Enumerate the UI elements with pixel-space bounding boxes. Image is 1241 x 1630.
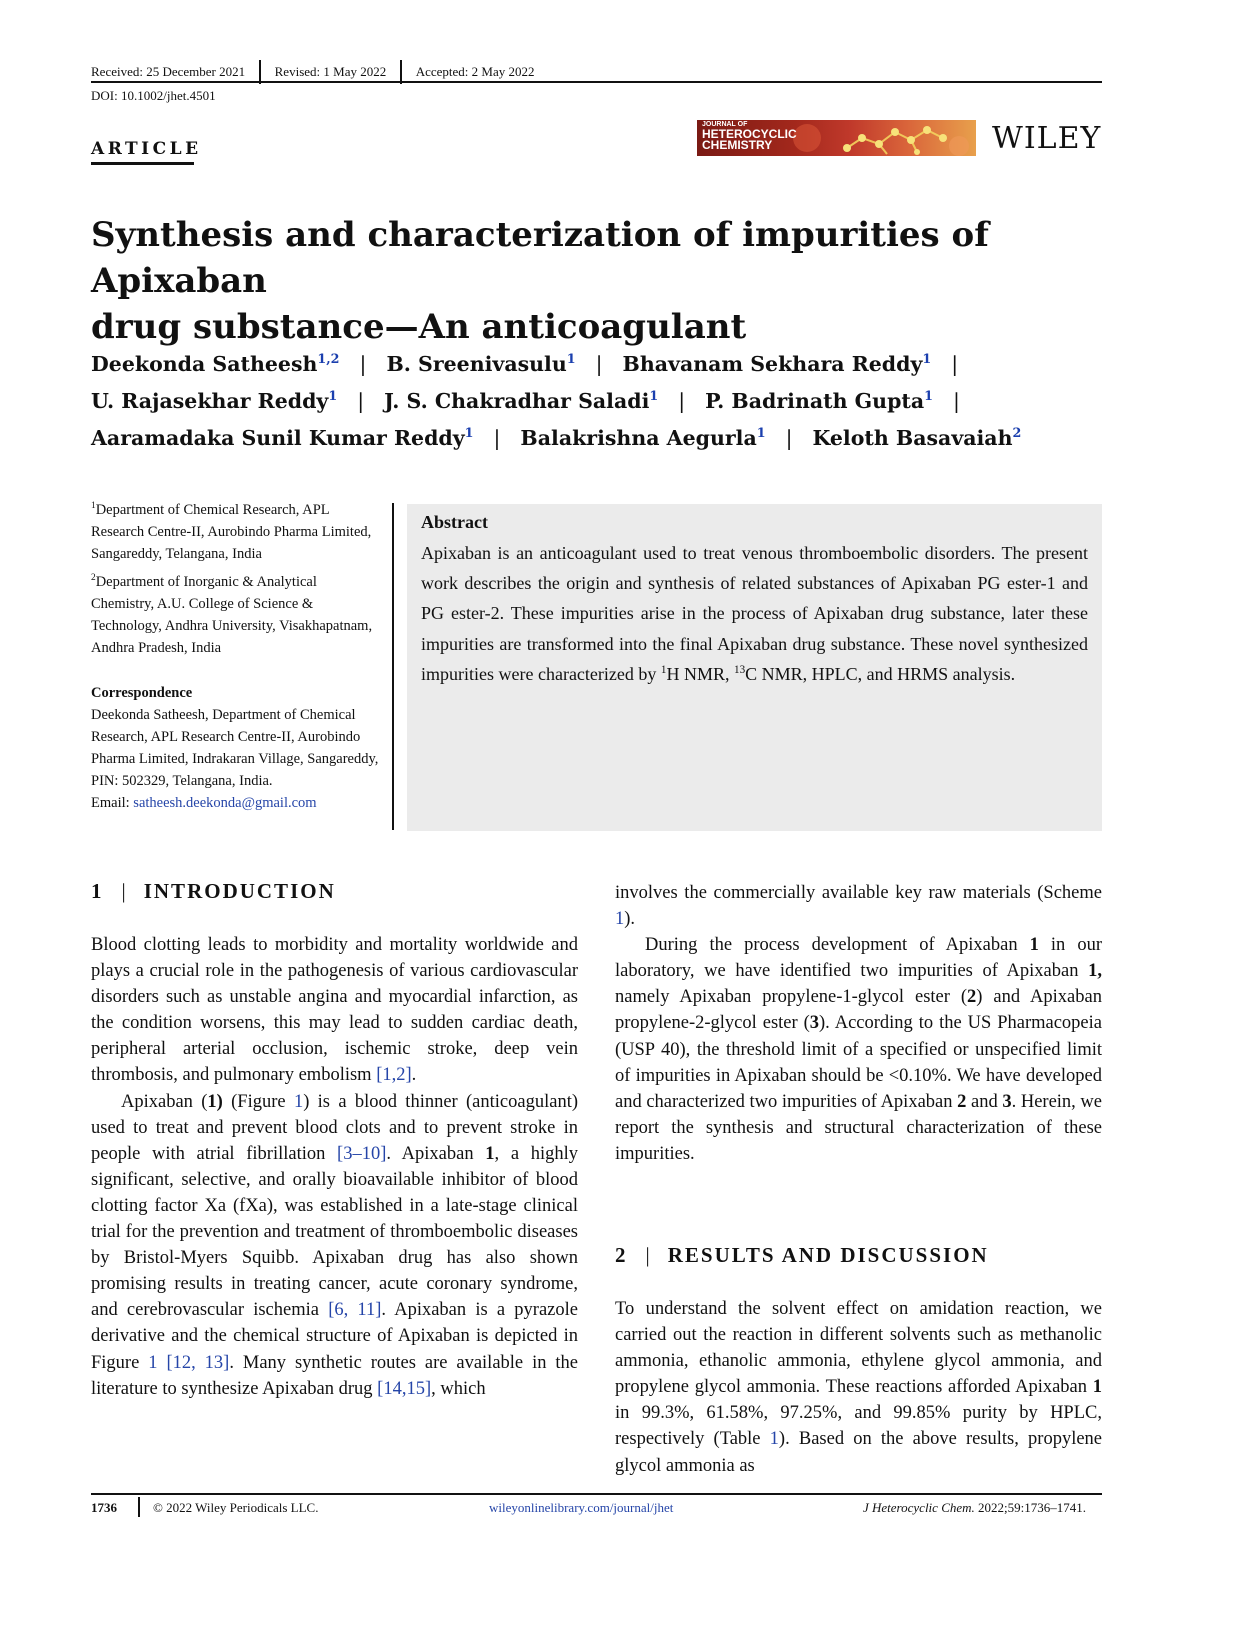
results-column xyxy=(615,1296,1102,1479)
paragraph: During the process development of Apixaban 1 in our laboratory, we have identified two impurities of Apixaban 1, namely Apixaban propylene-1-glycol ester (2) and Apixaban propylene-2-glycol ester (3). According to the US Pharmacopeia (USP 40), the threshold limit of a specified or unspecified limit of impurities in Apixaban should be <0.10%. We have developed and characterized two impurities of Apixaban 2 and 3. Herein, we report the synthesis and structural characterization of these impurities. xyxy=(615,935,1102,1164)
author-name[interactable]: Bhavanam Sekhara Reddy$^1$ xyxy=(622,351,932,376)
copyright: © 2022 Wiley Periodicals LLC. xyxy=(153,1500,319,1515)
right-column-top xyxy=(615,880,1102,1167)
article-type-label: ARTICLE xyxy=(91,139,202,159)
correspondence-address: Deekonda Satheesh, Department of Chemical Research, APL Research Centre-II, Aurobindo Pharma Limited, Indrakaran Village, Sangareddy, PIN: 502329, Telangana, India. xyxy=(91,707,379,789)
citation-link[interactable]: [14,15] xyxy=(377,1378,432,1399)
correspondence xyxy=(91,682,381,814)
citation-link[interactable]: [6, 11] xyxy=(328,1300,382,1321)
author-list: Deekonda Satheesh$^{1,2}$ | B. Sreenivasulu$^1$ | Bhavanam Sekhara Reddy$^1$ | U. Rajasekhar Reddy$^1$ | J. S. Chakradhar Saladi$^1$ | P. Badrinath Gupta$^1$ | Aaramadaka Sunil Kumar Reddy$^1$ | Balakrishna Aegurla$^1$ | Keloth Basavaiah$^2$ xyxy=(91,351,1022,450)
journal-url-link[interactable]: wileyonlinelibrary.com/journal/jhet xyxy=(489,1500,674,1515)
correspondence-email-line: Email: satheesh.deekonda@gmail.com xyxy=(91,795,317,811)
journal-logo-text: JOURNAL OF HETEROCYCLIC CHEMISTRY xyxy=(702,121,797,152)
scheme-link[interactable]: 1 xyxy=(615,909,625,930)
citation-link[interactable]: [3–10] xyxy=(337,1143,387,1164)
author-name[interactable]: Balakrishna Aegurla$^1$ xyxy=(520,425,766,450)
affiliation-1: $^1$Department of Chemical Research, APL Research Centre-II, Aurobindo Pharma Limited, Sangareddy, Telangana, India xyxy=(91,501,372,562)
section-heading-results: 2 | RESULTS AND DISCUSSION xyxy=(615,1243,989,1267)
left-column-rule xyxy=(392,503,394,830)
paragraph: To understand the solvent effect on amidation reaction, we carried out the reaction in different solvents such as methanolic ammonia, ethanolic ammonia, ethylene glycol ammonia, and propylene glycol ammonia. These reactions afforded Apixaban 1 in 99.3%, 61.58%, 97.25%, and 99.85% purity by HPLC, respectively (Table 1). Based on the above results, propylene glycol ammonia as xyxy=(615,1299,1103,1476)
divider xyxy=(138,1497,140,1517)
citation: J Heterocyclic Chem. 2022;59:1736–1741. xyxy=(863,1500,1087,1515)
intro-column xyxy=(91,932,578,1402)
received-date: Received: 25 December 2021 xyxy=(91,64,246,79)
citation-link[interactable]: [1,2] xyxy=(376,1065,412,1086)
author-name[interactable]: Deekonda Satheesh$^{1,2}$ xyxy=(91,351,340,376)
doi[interactable]: DOI: 10.1002/jhet.4501 xyxy=(91,88,216,103)
author-name[interactable]: U. Rajasekhar Reddy$^1$ xyxy=(91,388,338,413)
email-link[interactable]: satheesh.deekonda@gmail.com xyxy=(133,795,317,811)
figure-link[interactable]: 1 xyxy=(148,1352,158,1373)
author-name[interactable]: Aaramadaka Sunil Kumar Reddy$^1$ xyxy=(91,425,474,450)
figure-link[interactable]: 1 xyxy=(293,1091,304,1112)
citation-link[interactable]: [12, 13] xyxy=(166,1352,230,1373)
author-name[interactable]: Keloth Basavaiah$^2$ xyxy=(812,425,1022,450)
journal-logo[interactable] xyxy=(697,120,976,156)
author-name[interactable]: B. Sreenivasulu$^1$ xyxy=(386,351,576,376)
table-link[interactable]: 1 xyxy=(769,1429,779,1450)
footer-rule xyxy=(91,1493,1102,1495)
article-type-underline xyxy=(91,162,194,165)
publisher-logo[interactable]: WILEY xyxy=(992,121,1102,156)
author-name[interactable]: P. Badrinath Gupta$^1$ xyxy=(705,388,934,413)
revised-date: Revised: 1 May 2022 xyxy=(274,64,387,79)
author-name[interactable]: J. S. Chakradhar Saladi$^1$ xyxy=(384,388,659,413)
affiliation-2: $^2$Department of Inorganic & Analytical Chemistry, A.U. College of Science & Technology, Andhra University, Visakhapatnam, Andhra Pradesh, India xyxy=(91,573,373,656)
section-heading-introduction: 1 | INTRODUCTION xyxy=(91,879,336,903)
correspondence-heading: Correspondence xyxy=(91,685,193,701)
paragraph: involves the commercially available key raw materials (Scheme 1). xyxy=(615,883,1102,930)
paragraph: Apixaban (1) (Figure 1) is a blood thinner (anticoagulant) used to treat and prevent blood clots and to prevent stroke in people with atrial fibrillation [3–10]. Apixaban 1, a highly significant, selective, and orally bioavailable inhibitor of blood clotting factor Xa (fXa), was established in a late-stage clinical trial for the prevention and treatment of thromboembolic diseases by Bristol-Myers Squibb. Apixaban drug has also shown promising results in treating cancer, acute coronary syndrome, and cerebrovascular ischemia [6, 11]. Apixaban is a pyrazole derivative and the chemical structure of Apixaban is depicted in Figure 1 [12, 13]. Many synthetic routes are available in the literature to synthesize Apixaban drug [14,15], which xyxy=(91,1091,578,1399)
article-title: Synthesis and characterization of impurities of Apixaban drug substance—An anticoagulant xyxy=(91,215,989,347)
abstract-heading: Abstract xyxy=(421,512,488,532)
header-rule xyxy=(91,81,1102,83)
paragraph: Blood clotting leads to morbidity and mortality worldwide and plays a crucial role in the pathogenesis of various cardiovascular disorders such as unstable angina and myocardial infarction, as the condition worsens, this may lead to sudden cardiac death, peripheral arterial occlusion, ischemic stroke, deep vein thrombosis, and pulmonary embolism [1,2]. xyxy=(91,935,578,1086)
page-number: 1736 xyxy=(91,1500,117,1515)
accepted-date: Accepted: 2 May 2022 xyxy=(415,64,535,79)
abstract-text: Apixaban is an anticoagulant used to treat venous thromboembolic disorders. The present work describes the origin and synthesis of related substances of Apixaban PG ester-1 and PG ester-2. These impurities arise in the process of Apixaban drug substance, later these impurities are transformed into the final Apixaban drug substance. These novel synthesized impurities were characterized by $^1$H NMR, $^{13}$C NMR, HPLC, and HRMS analysis. xyxy=(421,543,1088,684)
